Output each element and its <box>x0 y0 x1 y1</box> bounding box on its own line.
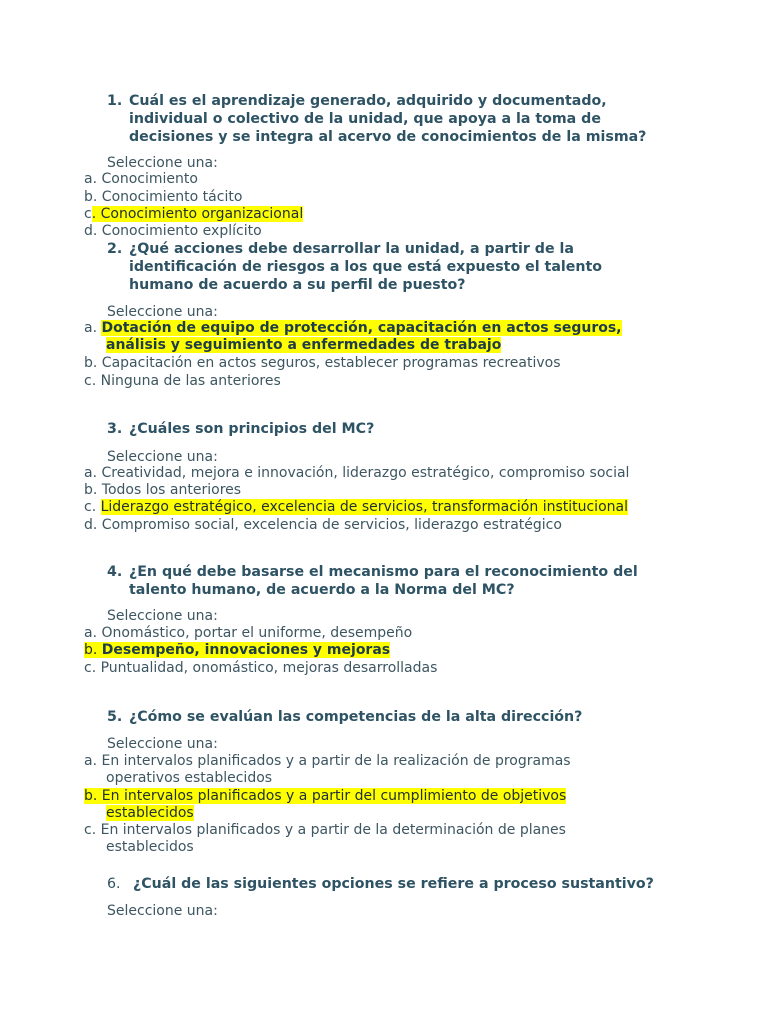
option-c[interactable] <box>84 660 684 677</box>
option-text: Conocimiento tácito <box>101 189 243 205</box>
option-text-cont: operativos establecidos <box>106 770 273 786</box>
option-letter: a. <box>84 753 98 769</box>
option-b[interactable] <box>84 355 684 372</box>
option-a[interactable] <box>84 320 684 354</box>
option-a[interactable] <box>84 465 684 482</box>
option-text-cont: establecidos <box>106 839 194 855</box>
question-4 <box>107 563 687 599</box>
option-d[interactable] <box>84 517 684 534</box>
question-1 <box>107 92 687 146</box>
option-a[interactable] <box>84 753 684 787</box>
option-text: En intervalos planificados y a partir de la realización de programas <box>101 753 571 769</box>
option-letter: d. <box>84 223 98 239</box>
option-text: Creatividad, mejora e innovación, liderazgo estratégico, compromiso social <box>101 465 630 481</box>
select-label: Seleccione una: <box>107 736 218 752</box>
question-text-line: humano de acuerdo a su perfil de puesto? <box>129 277 466 293</box>
option-letter: c <box>84 206 92 222</box>
highlighted-answer-cont: análisis y seguimiento a enfermedades de trabajo <box>106 337 502 353</box>
highlighted-answer: En intervalos planificados y a partir del cumplimiento de objetivos <box>101 788 567 804</box>
option-text: Onomástico, portar el uniforme, desempeño <box>101 625 413 641</box>
question-text-line: ¿Cómo se evalúan las competencias de la alta dirección? <box>129 709 583 725</box>
option-letter: b. <box>84 788 98 804</box>
question-number: 6. <box>107 876 121 892</box>
question-text-line: individual o colectivo de la unidad, que apoya a la toma de <box>129 111 601 127</box>
option-text: Conocimiento <box>101 171 198 187</box>
option-text: Todos los anteriores <box>101 482 242 498</box>
highlighted-answer-cont: establecidos <box>106 805 194 821</box>
question-2 <box>107 240 687 294</box>
option-letter: b. <box>84 642 98 658</box>
option-letter: a. <box>84 171 98 187</box>
option-letter: d. <box>84 517 98 533</box>
option-text: Puntualidad, onomástico, mejoras desarrolladas <box>100 660 438 676</box>
select-label: Seleccione una: <box>107 608 218 624</box>
highlighted-answer: Dotación de equipo de protección, capacitación en actos seguros, <box>101 320 622 336</box>
question-text-line: ¿Qué acciones debe desarrollar la unidad, a partir de la <box>129 241 574 257</box>
option-text: Ninguna de las anteriores <box>100 373 281 389</box>
option-text: En intervalos planificados y a partir de la determinación de planes <box>100 822 566 838</box>
question-text-line: Cuál es el aprendizaje generado, adquirido y documentado, <box>129 93 607 109</box>
option-text: Capacitación en actos seguros, establecer programas recreativos <box>101 355 561 371</box>
option-c[interactable] <box>84 373 684 390</box>
option-letter: b. <box>84 189 98 205</box>
option-text: Conocimiento explícito <box>101 223 262 239</box>
question-number: 1. <box>107 93 123 109</box>
option-text: Compromiso social, excelencia de servicios, liderazgo estratégico <box>101 517 562 533</box>
option-letter: a. <box>84 625 98 641</box>
question-text-line: decisiones y se integra al acervo de conocimientos de la misma? <box>129 129 647 145</box>
question-number: 4. <box>107 564 123 580</box>
highlighted-answer: Desempeño, innovaciones y mejoras <box>101 642 391 658</box>
option-c[interactable] <box>84 206 684 223</box>
option-c[interactable] <box>84 499 684 516</box>
question-text-line: ¿Cuáles son principios del MC? <box>129 421 375 437</box>
select-label: Seleccione una: <box>107 903 218 919</box>
highlighted-answer: . Conocimiento organizacional <box>91 206 304 222</box>
highlighted-answer: Liderazgo estratégico, excelencia de servicios, transformación institucional <box>100 499 628 515</box>
question-6 <box>107 875 687 893</box>
option-letter: b. <box>84 482 98 498</box>
question-number: 5. <box>107 709 123 725</box>
question-text-line: ¿En qué debe basarse el mecanismo para el reconocimiento del <box>129 564 638 580</box>
select-label: Seleccione una: <box>107 449 218 465</box>
option-d[interactable] <box>84 223 684 240</box>
question-number: 2. <box>107 241 123 257</box>
option-a[interactable] <box>84 171 684 188</box>
question-text-line: identificación de riesgos a los que está expuesto el talento <box>129 259 603 275</box>
question-text-line: ¿Cuál de las siguientes opciones se refiere a proceso sustantivo? <box>133 876 654 892</box>
option-letter: a. <box>84 465 98 481</box>
select-label: Seleccione una: <box>107 304 218 320</box>
option-letter: c. <box>84 822 97 838</box>
option-b[interactable] <box>84 482 684 499</box>
question-text-line: talento humano, de acuerdo a la Norma del MC? <box>129 582 515 598</box>
option-letter: c. <box>84 499 97 515</box>
option-letter: c. <box>84 373 97 389</box>
option-a[interactable] <box>84 625 684 642</box>
option-letter: a. <box>84 320 98 336</box>
option-letter: b. <box>84 355 98 371</box>
select-label: Seleccione una: <box>107 155 218 171</box>
option-b[interactable] <box>84 788 684 822</box>
question-number: 3. <box>107 421 123 437</box>
option-c[interactable] <box>84 822 684 856</box>
question-3 <box>107 420 687 438</box>
option-letter: c. <box>84 660 97 676</box>
question-5 <box>107 708 687 726</box>
option-b[interactable] <box>84 642 684 659</box>
option-b[interactable] <box>84 189 684 206</box>
